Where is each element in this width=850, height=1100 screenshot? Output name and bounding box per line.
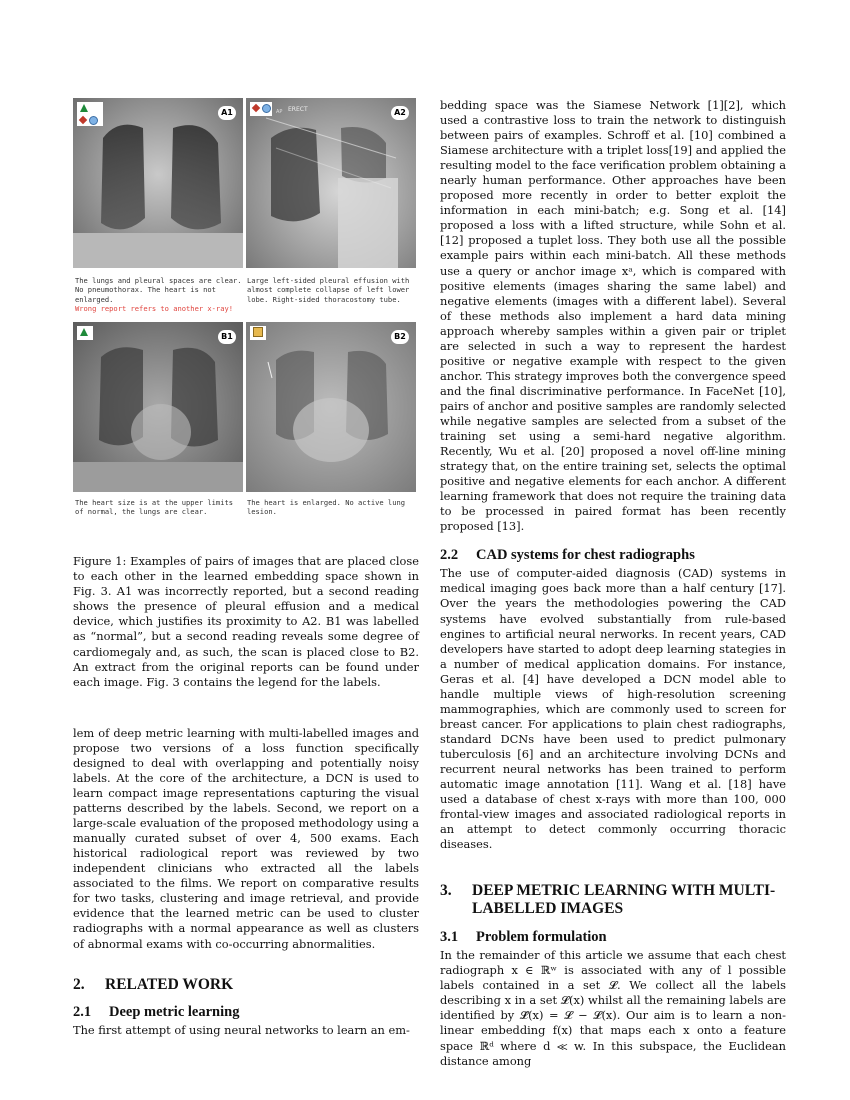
subsection-number: 2.1	[73, 1003, 92, 1020]
circle-label-icon	[89, 116, 98, 125]
section-title: DEEP METRIC LEARNING WITH MULTI-LABELLED IMAGES	[472, 882, 776, 918]
caption-b1: The heart size is at the upper limits of normal, the lungs are clear.	[75, 498, 234, 517]
section-heading-related-work	[73, 976, 419, 994]
label-legend-b2	[250, 326, 266, 340]
panel-badge-a2: A2	[391, 106, 409, 120]
panel-badge-b2: B2	[391, 330, 409, 344]
left-paragraph-1: lem of deep metric learning with multi-labelled images and propose two versions of a loss function specifically designed to deal with overlapping and potentially noisy labels. At the core of the architecture, a DCN is used to learn compact image representations capturing the visual patterns described by the labels. Second, we report on a large-scale evaluation of the proposed methodology using a manually curated subset of over 4, 500 exams. Each historical radiological report was reviewed by two independent clinicians who extracted all the labels associated to the films. We report on comparative results for two tasks, clustering and image retrieval, and provide evidence that the learned metric can be used to cluster radiographs with a normal appearance as well as clusters of abnormal exams with co-occurring abnormalities.	[73, 725, 419, 951]
xray-b2	[246, 322, 416, 492]
subsection-heading-problem-formulation	[440, 928, 786, 946]
caption-b2: The heart is enlarged. No active lung lesion.	[247, 498, 406, 517]
xray-a2	[246, 98, 416, 268]
right-column	[440, 98, 786, 1069]
triangle-label-icon	[80, 328, 88, 336]
xray-b1-image	[73, 322, 243, 492]
subsection-number: 3.1	[440, 929, 459, 946]
circle-label-icon	[262, 104, 271, 113]
caption-a2: Large left-sided pleural effusion with almost complete collapse of left lower lobe. Right-sided thoracostomy tube.	[247, 276, 410, 304]
panel-badge-a1: A1	[218, 106, 236, 120]
right-paragraph-1: bedding space was the Siamese Network [1][2], which used a contrastive loss to train the network to distinguish between pairs of examples. Schroff et al. [10] combined a Siamese architecture with a triplet loss[19] and applied the resulting model to the face verification problem obtaining a nearly human performance. Other approaches have been proposed more recently in order to better exploit the information in each mini-batch; e.g. Song et al. [14] proposed a loss with a lifted structure, while Sohn et al. [12] proposed a tuplet loss. They both use all the possible example pairs within each mini-batch. All these methods use a query or anchor image xᵃ, which is compared with positive elements (images sharing the same label) and negative elements (images with a different label). Several of these methods also implement a hard data mining approach whereby samples within a given pair or triplet are selected in such a way to represent the hardest positive or negative example with respect to the given anchor. This strategy improves both the convergence speed and the final discriminative performance. In FaceNet [10], pairs of anchor and positive samples are randomly selected while negative samples are selected from a subset of the training set using a semi-hard negative algorithm. Recently, Wu et al. [20] proposed a novel off-line mining strategy that, on the entire training set, selects the optimal positive and negative elements for each anchor. A different learning framework that does not require the training data to be processed in paired format has been recently proposed [13].	[440, 98, 786, 534]
subsection-title: CAD systems for chest radiographs	[476, 547, 695, 564]
subsection-title: Deep metric learning	[109, 1003, 240, 1020]
xray-tag-erect: ERECT	[288, 106, 308, 113]
xray-a2-image	[246, 98, 416, 268]
caption-a1	[75, 276, 245, 314]
figure-caption: Figure 1: Examples of pairs of images that are placed close to each other in the learned embedding space shown in Fig. 3. A1 was incorrectly reported, but a second reading shows the presence of pleural effusion and a medical device, which justifies its proximity to A2. B1 was labelled as “normal”, but a second reading reveals some degree of cardiomegaly and, as such, the scan is placed close to B2. An extract from the original reports can be found under each image. Fig. 3 contains the legend for the labels.	[73, 554, 419, 689]
subsection-title: Problem formulation	[476, 929, 607, 946]
xray-b2-image	[246, 322, 416, 492]
diamond-label-icon	[252, 104, 260, 112]
xray-tag-ap: AP	[276, 109, 283, 115]
section-title: RELATED WORK	[105, 975, 234, 993]
right-paragraph-3: In the remainder of this article we assume that each chest radiograph x ∈ ℝʷ is associated with any of l possible labels contained in a set 𝓛. We collect all the labels describing x in a set 𝓛(x) whilst all the remaining labels are identified by 𝓛̄(x) = 𝓛 − 𝓛(x). Our aim is to learn a non-linear embedding f(x) that maps each x onto a feature space ℝᵈ where d ≪ w. In this subspace, the Euclidean distance among	[440, 948, 786, 1068]
triangle-label-icon	[80, 104, 88, 112]
xray-b1	[73, 322, 243, 492]
left-column	[73, 98, 419, 1038]
section-heading-deep-metric-multi-labelled	[440, 882, 786, 918]
square-label-icon	[253, 327, 263, 337]
xray-a1	[73, 98, 243, 268]
subsection-heading-cad-systems	[440, 546, 786, 564]
left-paragraph-2: The first attempt of using neural networks to learn an em-	[73, 1022, 410, 1037]
section-number: 3.	[440, 882, 452, 900]
figure-1	[73, 98, 419, 518]
label-legend-a2	[250, 102, 272, 116]
caption-a1-note: Wrong report refers to another x-ray!	[75, 304, 234, 314]
panel-badge-b1: B1	[218, 330, 236, 344]
label-legend-a1	[77, 102, 103, 126]
subsection-number: 2.2	[440, 547, 459, 564]
subsection-heading-deep-metric-learning	[73, 1003, 419, 1021]
label-legend-b1	[77, 326, 93, 340]
section-number: 2.	[73, 975, 85, 993]
right-paragraph-2: The use of computer-aided diagnosis (CAD) systems in medical imaging goes back more than a half century [17]. Over the years the methodologies powering the CAD systems have evolved substantially from rule-based engines to artificial neural nerworks. In recent years, CAD developers have started to adopt deep learning stategies in a number of medical application domains. For instance, Geras et al. [4] have developed a DCN model able to handle multiple views of high-resolution screening mammographies, which are commonly used to screen for breast cancer. For applications to plain chest radiographs, standard DCNs have been used to predict pulmonary tuberculosis [6] and an architecture involving DCNs and recurrent neural networks has been trained to perform automatic image annotation [11]. Wang et al. [18] have used a database of chest x-rays with more than 100, 000 frontal-view images and associated radiological reports in an attempt to detect commonly occurring thoracic diseases.	[440, 566, 786, 852]
diamond-label-icon	[79, 116, 87, 124]
caption-a1-text: The lungs and pleural spaces are clear. No pneumothorax. The heart is not enlarged.	[75, 276, 242, 304]
